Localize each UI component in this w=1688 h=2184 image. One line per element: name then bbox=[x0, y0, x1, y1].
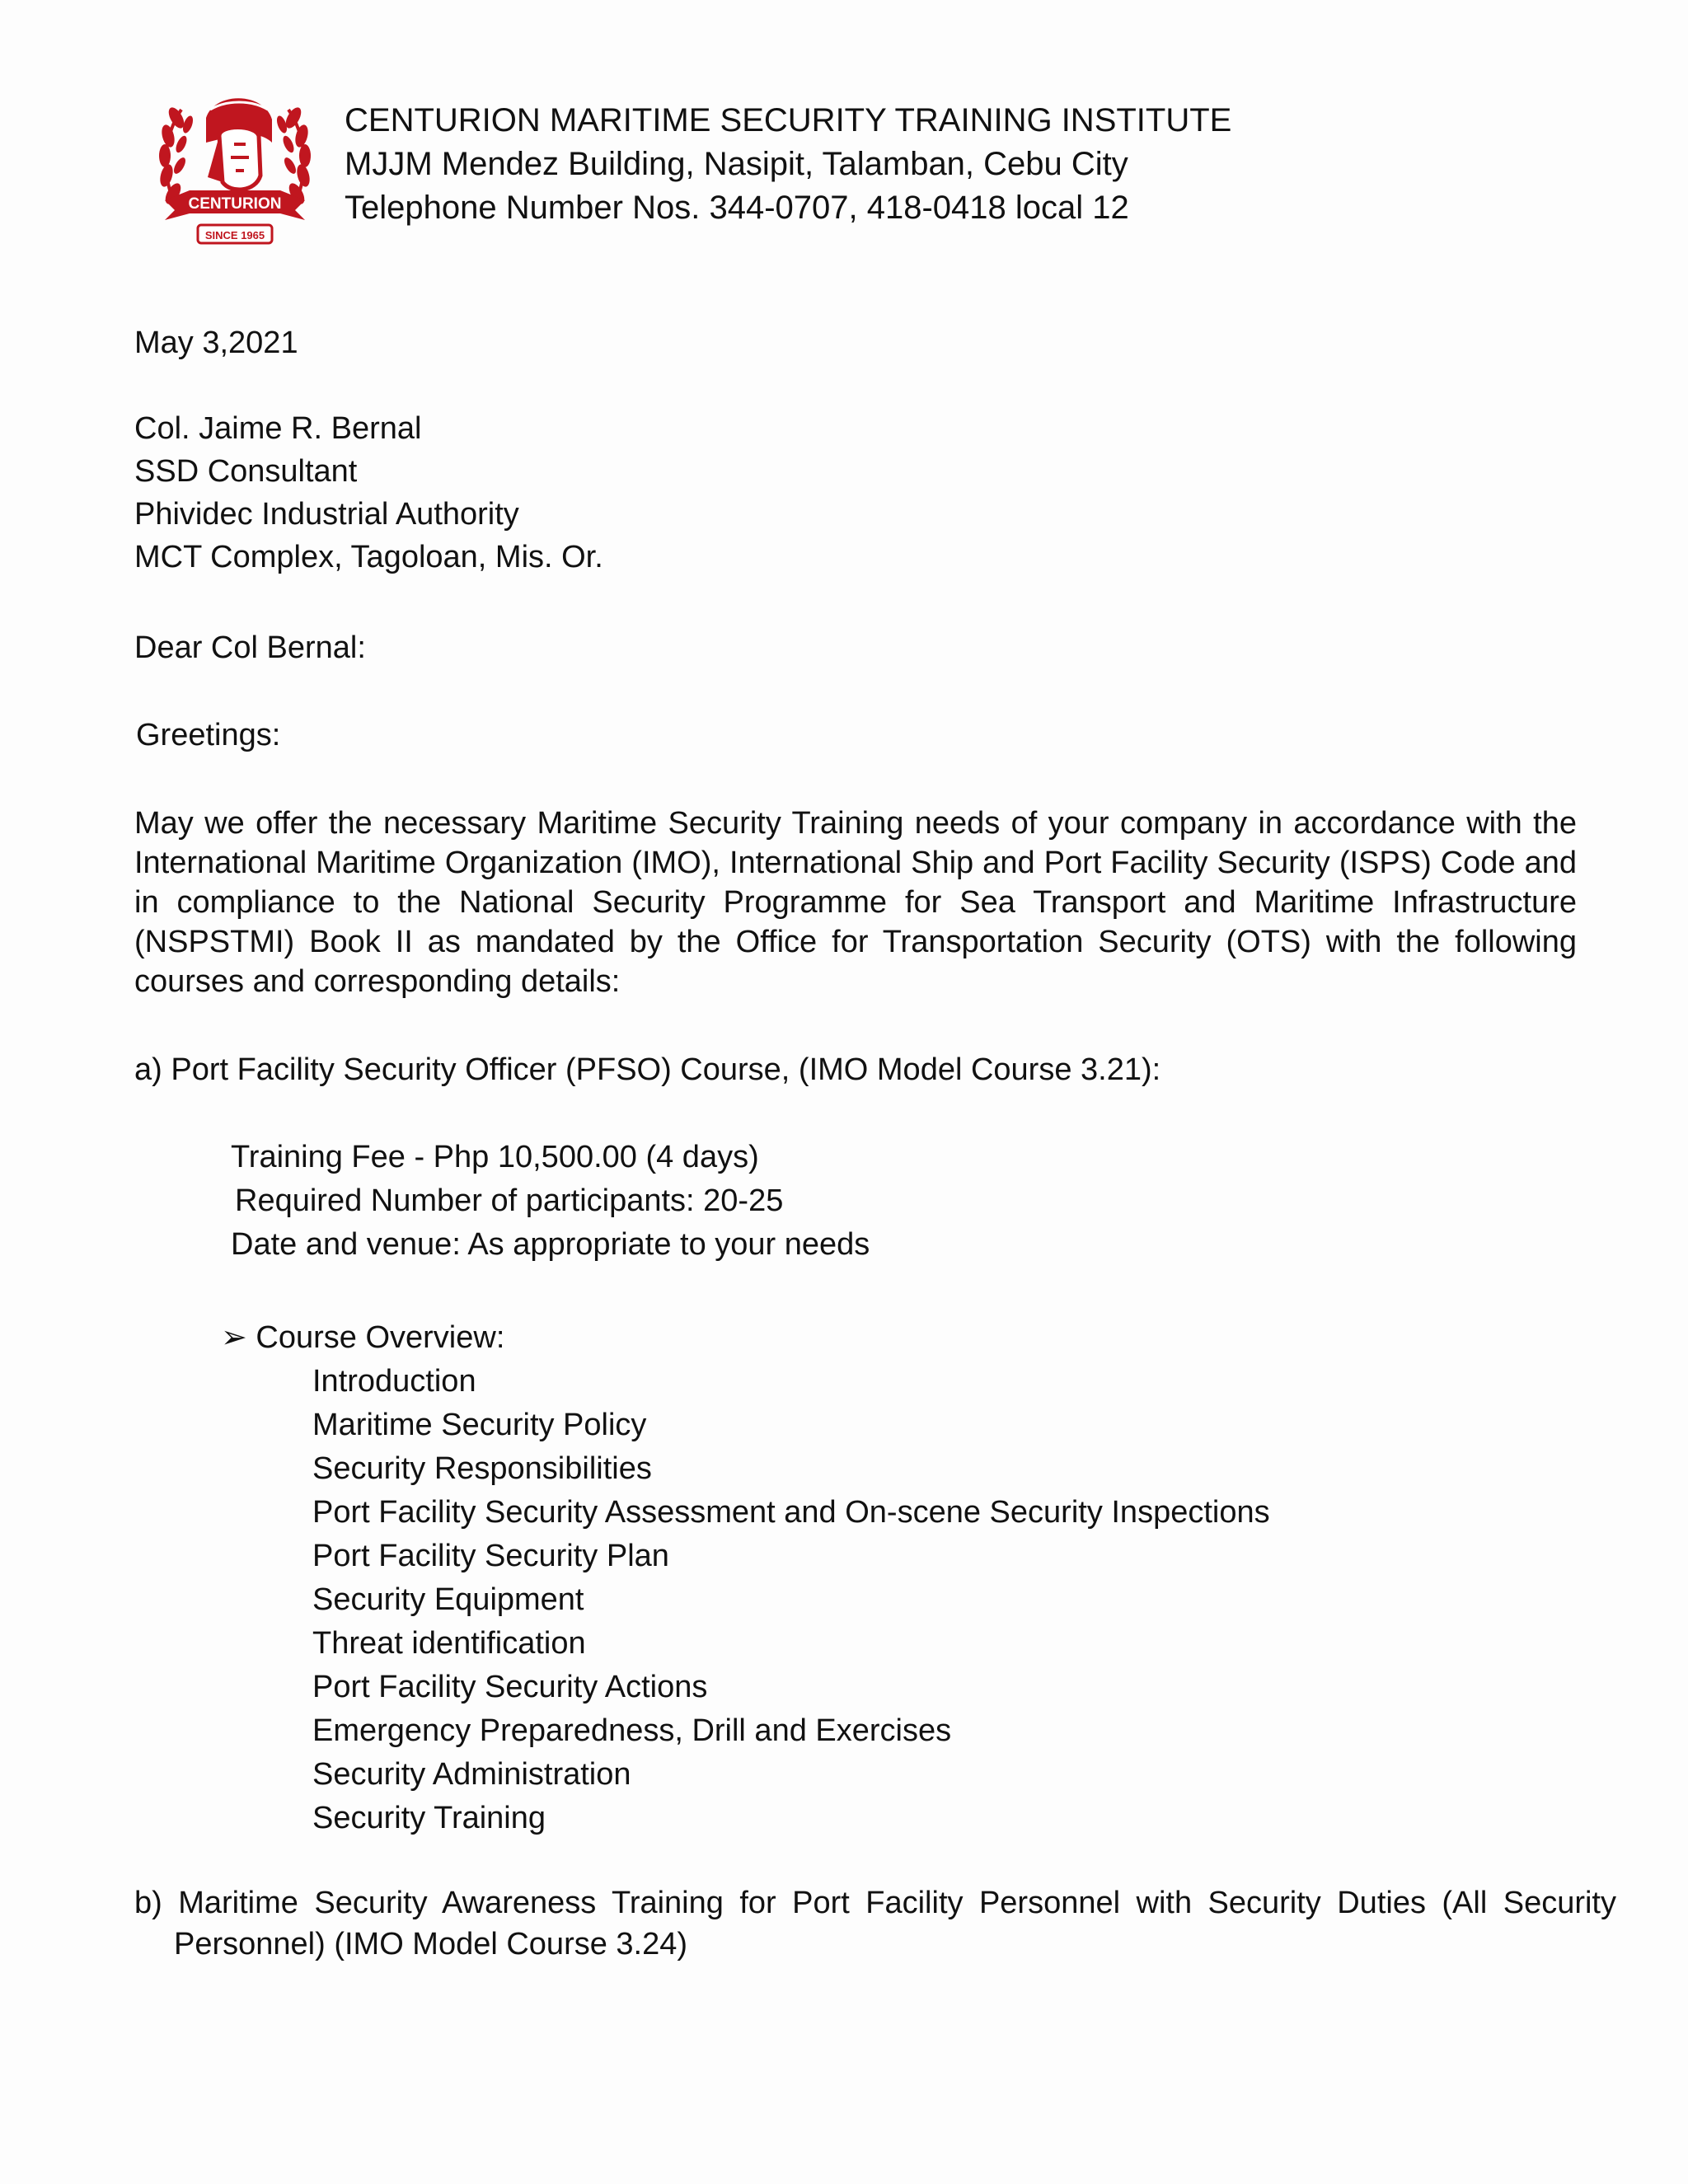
list-item: Maritime Security Policy bbox=[312, 1408, 647, 1442]
logo-since-text: SINCE 1965 bbox=[204, 229, 265, 241]
course-a-title: a) Port Facility Security Officer (PFSO) Course, (IMO Model Course 3.21): bbox=[134, 1052, 1161, 1087]
list-item: Port Facility Security Plan bbox=[312, 1539, 669, 1573]
list-item: Introduction bbox=[312, 1364, 476, 1399]
list-item: Port Facility Security Actions bbox=[312, 1670, 708, 1704]
list-item: Security Equipment bbox=[312, 1582, 584, 1617]
letterhead bbox=[345, 99, 1231, 230]
course-b-title: b) Maritime Security Awareness Training for Port Facility Personnel with Security Duties (All Security Personnel) (IMO Model Course 3.24) bbox=[134, 1886, 1616, 1961]
recipient-address: MCT Complex, Tagoloan, Mis. Or. bbox=[134, 540, 603, 574]
recipient-title: SSD Consultant bbox=[134, 454, 358, 489]
list-item: Security Administration bbox=[312, 1757, 631, 1792]
centurion-emblem-logo bbox=[148, 85, 321, 254]
institute-telephone: Telephone Number Nos. 344-0707, 418-0418 local 12 bbox=[345, 190, 1129, 226]
recipient-organization: Phividec Industrial Authority bbox=[134, 497, 519, 532]
course-overview-label: Course Overview: bbox=[256, 1320, 505, 1355]
list-item: Security Responsibilities bbox=[312, 1451, 652, 1486]
logo-banner-text: CENTURION bbox=[188, 195, 282, 213]
recipient-block bbox=[134, 407, 603, 579]
recipient-name: Col. Jaime R. Bernal bbox=[134, 411, 422, 446]
list-item: Emergency Preparedness, Drill and Exercises bbox=[312, 1713, 952, 1748]
list-item: Threat identification bbox=[312, 1626, 586, 1661]
greeting: Greetings: bbox=[136, 718, 281, 752]
course-overview-heading bbox=[221, 1316, 504, 1359]
institute-name: CENTURION MARITIME SECURITY TRAINING INSTITUTE bbox=[345, 102, 1232, 138]
list-item: Security Training bbox=[312, 1801, 546, 1835]
course-a-participants: Required Number of participants: 20-25 bbox=[235, 1183, 784, 1218]
centurion-head-icon bbox=[206, 98, 272, 190]
institute-address: MJJM Mendez Building, Nasipit, Talamban, Cebu City bbox=[345, 146, 1128, 182]
course-a-training-fee: Training Fee - Php 10,500.00 (4 days) bbox=[231, 1140, 759, 1174]
letter-date: May 3,2021 bbox=[134, 326, 298, 360]
course-a-date-venue: Date and venue: As appropriate to your needs bbox=[231, 1227, 870, 1262]
body-paragraph: May we offer the necessary Maritime Security Training needs of your company in accordance with the International Maritime Organization (IMO), International Ship and Port Facility Security (ISPS) Code and in compliance to the National Security Programme for Sea Transport and Maritime Infrastructure (NSPSTMI) Book II as mandated by the Office for Transportation Security (OTS) with the following courses and corresponding details: bbox=[134, 806, 1577, 999]
course-overview-list bbox=[312, 1360, 1270, 1840]
list-item: Port Facility Security Assessment and On-scene Security Inspections bbox=[312, 1495, 1270, 1530]
arrow-bullet-icon: ➢ bbox=[221, 1320, 247, 1355]
salutation: Dear Col Bernal: bbox=[134, 630, 366, 665]
